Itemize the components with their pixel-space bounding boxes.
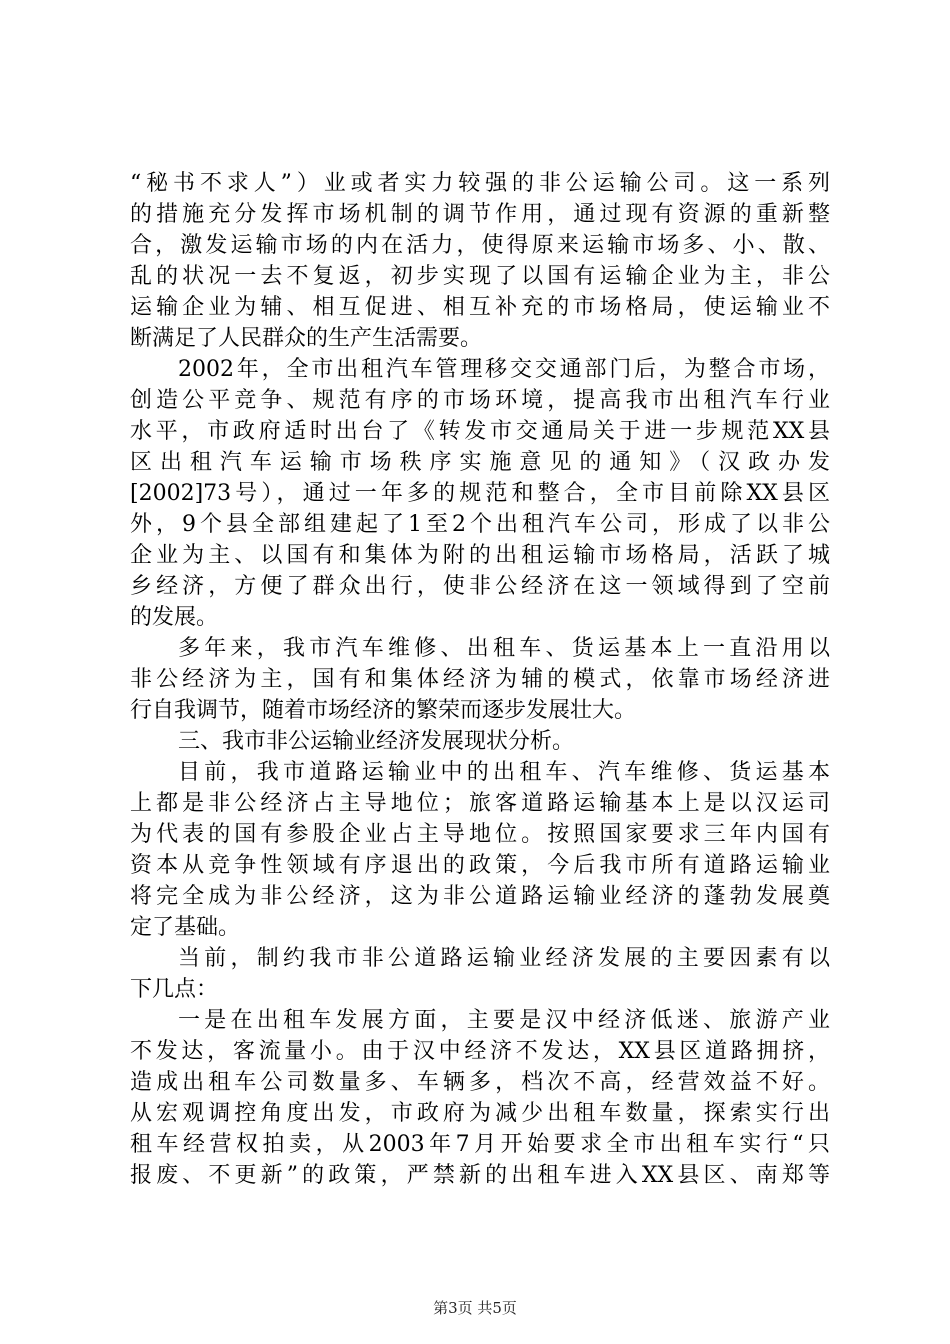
text-line: 一是在出租车发展方面，主要是汉中经济低迷、旅游产业 xyxy=(178,1008,830,1033)
text-line: 行自我调节，随着市场经济的繁荣而逐步发展壮大。 xyxy=(130,698,637,723)
text-line: 企业为主、以国有和集体为附的出租运输市场格局，活跃了城 xyxy=(130,543,830,568)
text-line: 租车经营权拍卖，从2003年7月开始要求全市出租车实行“只 xyxy=(130,1132,830,1157)
text-line: 从宏观调控角度出发，市政府为减少出租车数量，探索实行出 xyxy=(130,1101,830,1126)
text-line: 当前，制约我市非公道路运输业经济发展的主要因素有以 xyxy=(178,946,830,971)
document-body xyxy=(130,168,830,1191)
text-line: 乱的状况一去不复返，初步实现了以国有运输企业为主，非公 xyxy=(130,264,830,289)
text-line: 目前，我市道路运输业中的出租车、汽车维修、货运基本 xyxy=(178,760,830,785)
text-line: 多年来，我市汽车维修、出租车、货运基本上一直沿用以 xyxy=(178,636,830,661)
text-line: 不发达，客流量小。由于汉中经济不发达，XX县区道路拥挤， xyxy=(130,1039,830,1064)
text-line: 造成出租车公司数量多、车辆多，档次不高，经营效益不好。 xyxy=(130,1070,830,1095)
text-line: 资本从竞争性领域有序退出的政策，今后我市所有道路运输业 xyxy=(130,853,830,878)
text-line: 为代表的国有参股企业占主导地位。按照国家要求三年内国有 xyxy=(130,822,830,847)
text-line: 断满足了人民群众的生产生活需要。 xyxy=(130,326,483,351)
text-line: 的发展。 xyxy=(130,605,219,630)
section-heading: 三、我市非公运输业经济发展现状分析。 xyxy=(178,729,575,754)
text-line: 合，激发运输市场的内在活力，使得原来运输市场多、小、散、 xyxy=(130,233,830,258)
text-line: 定了基础。 xyxy=(130,915,241,940)
text-line: 创造公平竞争、规范有序的市场环境，提高我市出租汽车行业 xyxy=(130,388,830,413)
text-line: 区出租汽车运输市场秩序实施意见的通知》（汉政办发 xyxy=(130,450,830,475)
text-line: 非公经济为主，国有和集体经济为辅的模式，依靠市场经济进 xyxy=(130,667,830,692)
text-line: 上都是非公经济占主导地位；旅客道路运输基本上是以汉运司 xyxy=(130,791,830,816)
text-line: 2002年，全市出租汽车管理移交交通部门后，为整合市场， xyxy=(178,357,830,382)
text-line: 乡经济，方便了群众出行，使非公经济在这一领域得到了空前 xyxy=(130,574,830,599)
text-line: “秘书不求人”）业或者实力较强的非公运输公司。这一系列 xyxy=(130,171,830,196)
text-line: 外，9个县全部组建起了1至2个出租汽车公司，形成了以非公 xyxy=(130,512,830,537)
text-line: 运输企业为辅、相互促进、相互补充的市场格局，使运输业不 xyxy=(130,295,830,320)
text-line: 报废、不更新”的政策，严禁新的出租车进入XX县区、南郑等 xyxy=(130,1163,830,1188)
text-line: 下几点： xyxy=(130,977,219,1002)
text-line: 水平，市政府适时出台了《转发市交通局关于进一步规范XX县 xyxy=(130,419,830,444)
text-line: 将完全成为非公经济，这为非公道路运输业经济的蓬勃发展奠 xyxy=(130,884,830,909)
text-line: 的措施充分发挥市场机制的调节作用，通过现有资源的重新整 xyxy=(130,202,830,227)
page-number: 第3页 共5页 xyxy=(433,1299,517,1317)
text-line: [2002]73号），通过一年多的规范和整合，全市目前除XX县区 xyxy=(130,481,830,506)
